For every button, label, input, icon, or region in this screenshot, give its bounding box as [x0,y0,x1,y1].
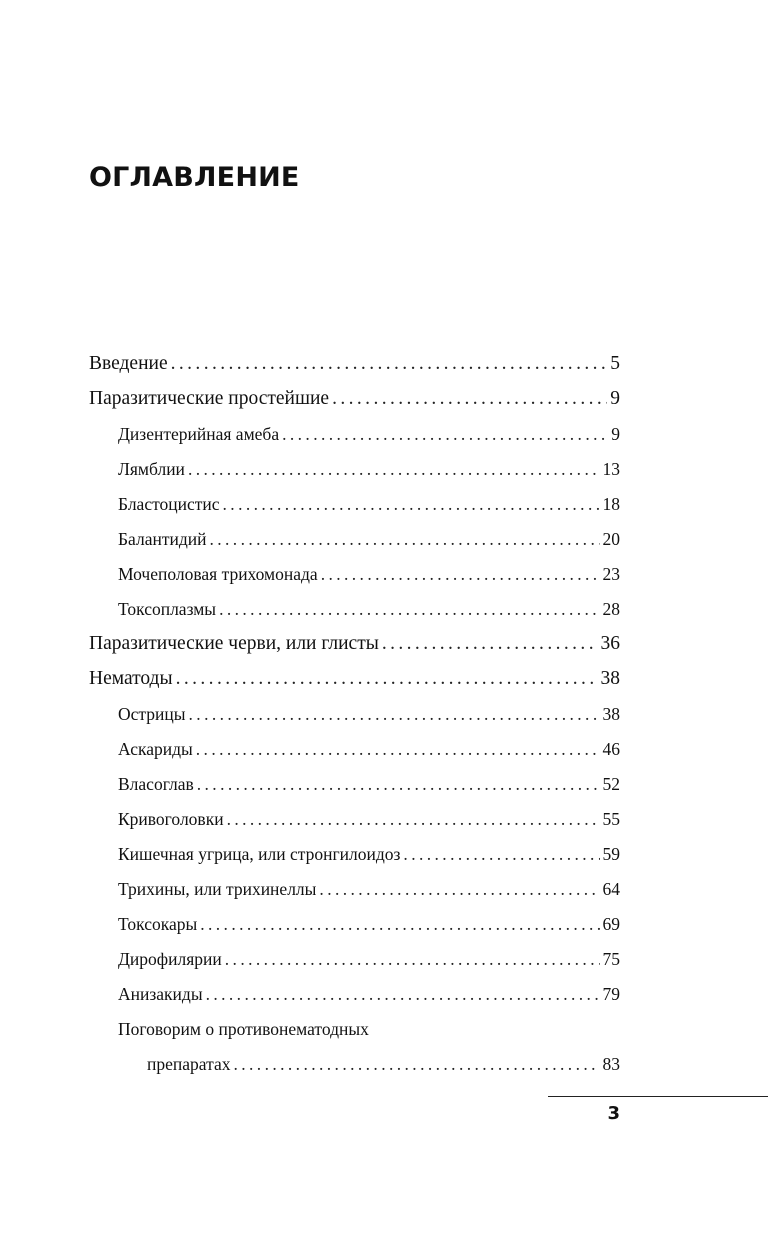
toc-entry-title: Острицы [118,704,186,724]
dot-leader [219,594,599,624]
toc-entry[interactable] [89,594,620,629]
dot-leader [196,734,600,764]
toc-entry-page: 36 [600,633,620,654]
toc-entry[interactable] [89,699,620,734]
dot-leader [188,454,600,484]
toc-entry-page: 20 [602,529,620,549]
toc-entry-title: Балантидий [118,529,207,549]
toc-entry-title: Дизентерийная амеба [118,424,280,444]
toc-entry[interactable] [89,489,620,524]
dot-leader [233,1049,599,1079]
toc-entry-page: 38 [602,704,620,724]
toc-entry-page: 13 [602,459,620,479]
dot-leader [206,979,600,1009]
page-title: ОГЛАВЛЕНИЕ [89,162,300,193]
toc-entry-title: Паразитические черви, или глисты [89,633,379,654]
toc-entry[interactable] [89,629,620,664]
toc-entry-title: Поговорим о противонематодных [118,1019,369,1039]
dot-leader [227,804,600,834]
dot-leader [225,944,600,974]
dot-leader [189,699,600,729]
toc-entry-page: 52 [602,774,620,794]
toc-entry-title: Аскариды [118,739,193,759]
toc-entry-title: Власоглав [118,774,194,794]
toc-entry[interactable] [89,874,620,909]
toc-entry-page: 79 [602,984,620,1004]
toc-entry-title: Кишечная угрица, или стронгилоидоз [118,844,401,864]
toc-entry[interactable] [89,734,620,769]
toc-entry-title: Лямблии [118,459,185,479]
dot-leader [223,489,600,519]
toc-entry-title: Токсоплазмы [118,599,217,619]
toc-entry-title: Кривоголовки [118,809,224,829]
toc-entry-title: Токсокары [118,914,198,934]
toc-entry[interactable] [89,559,620,594]
dot-leader [403,839,599,869]
dot-leader [200,909,599,939]
dot-leader [382,629,598,659]
toc-entry[interactable] [89,909,620,944]
dot-leader [282,419,608,449]
toc-entry-page: 23 [602,564,620,584]
toc-entry[interactable] [89,384,620,419]
toc-entry-title: Нематоды [89,668,173,689]
toc-entry[interactable] [89,839,620,874]
dot-leader [176,664,598,694]
toc-entry-page: 46 [602,739,620,759]
toc-entry-page: 55 [602,809,620,829]
dot-leader [332,384,607,414]
toc-entry-first-line[interactable] [89,1014,620,1049]
dot-leader [209,524,599,554]
toc-entry[interactable] [89,524,620,559]
toc-entry-page: 83 [602,1054,620,1074]
toc-entry-title: Введение [89,353,168,374]
toc-entry-title-continued: препаратах [147,1054,231,1074]
page-number: 3 [607,1103,620,1124]
toc-entry-title: Трихины, или трихинеллы [118,879,317,899]
toc-entry-title: Дирофилярии [118,949,222,969]
toc-entry[interactable] [89,454,620,489]
toc-entry-page: 18 [602,494,620,514]
dot-leader [197,769,600,799]
toc-entry-title: Бластоцистис [118,494,220,514]
footer-rule [548,1096,768,1097]
dot-leader [319,874,599,904]
table-of-contents [89,349,620,1084]
toc-entry-title: Анизакиды [118,984,203,1004]
toc-entry[interactable] [89,979,620,1014]
toc-entry-title: Мочеполовая трихомонада [118,564,318,584]
dot-leader [171,349,608,379]
toc-entry[interactable] [89,664,620,699]
toc-entry-page: 69 [602,914,620,934]
toc-entry-page: 38 [600,668,620,689]
toc-entry-page: 59 [602,844,620,864]
toc-entry[interactable] [89,419,620,454]
toc-entry[interactable] [89,769,620,804]
toc-entry-page: 5 [610,353,620,374]
toc-entry[interactable] [89,944,620,979]
toc-entry-title: Паразитические простейшие [89,388,330,409]
toc-entry-page: 9 [610,388,620,409]
toc-entry[interactable] [89,804,620,839]
toc-entry-continuation[interactable] [89,1049,620,1084]
dot-leader [321,559,600,589]
toc-entry-page: 9 [611,424,620,444]
toc-entry[interactable] [89,349,620,384]
toc-entry-page: 64 [602,879,620,899]
toc-entry-page: 75 [602,949,620,969]
toc-entry-page: 28 [602,599,620,619]
